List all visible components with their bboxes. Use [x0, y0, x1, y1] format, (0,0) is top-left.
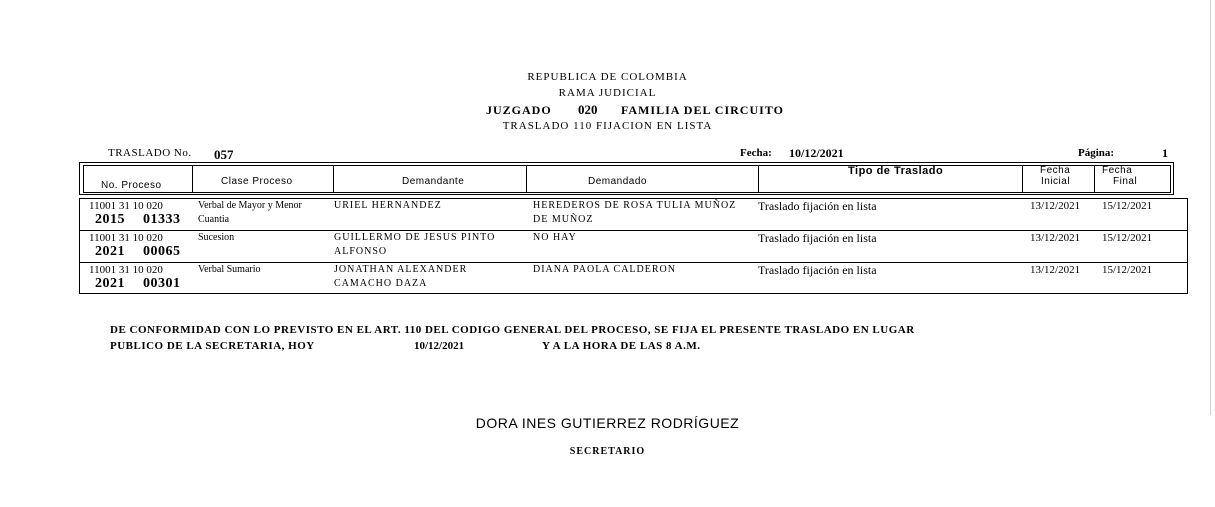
pagina-value: 1 [1162, 146, 1168, 160]
footer-statement-line1: DE CONFORMIDAD CON LO PREVISTO EN EL ART. 110 DEL CODIGO GENERAL DEL PROCESO, SE FIJA EL PRESENTE TRASLADO EN LUGAR [110, 324, 915, 336]
header-juzgado-label: JUZGADO [486, 103, 552, 117]
cell-demandante-line2: CAMACHO DAZA [334, 278, 428, 289]
cell-demandado-line1: NO HAY [533, 232, 577, 243]
cell-demandante-line2: ALFONSO [334, 246, 388, 257]
cell-demandante-line1: URIEL HERNANDEZ [334, 200, 442, 211]
column-header-fecha-inicial-1: Fecha [1040, 165, 1071, 176]
traslado-number-value: 057 [214, 147, 234, 162]
footer-statement-date: 10/12/2021 [414, 340, 465, 352]
cell-radicado: 11001 31 10 020 [89, 200, 163, 212]
column-header-fecha-inicial-2: Inicial [1041, 176, 1071, 187]
cell-fecha-inicial: 13/12/2021 [1030, 232, 1081, 244]
column-header-demandante: Demandante [402, 176, 465, 187]
column-header-fecha-final-2: Final [1113, 176, 1138, 187]
cell-clase-line2: Cuantia [198, 214, 230, 225]
cell-year: 2015 [95, 212, 125, 227]
cell-fecha-final: 15/12/2021 [1102, 232, 1153, 244]
cell-radicado: 11001 31 10 020 [89, 264, 163, 276]
header-line-country: REPUBLICA DE COLOMBIA [527, 71, 688, 83]
signer-role: SECRETARIO [569, 446, 646, 457]
column-header-no-proceso: No. Proceso [101, 180, 162, 191]
cell-tipo: Traslado fijación en lista [758, 199, 877, 213]
cell-year: 2021 [95, 244, 125, 259]
cell-demandante-line1: GUILLERMO DE JESUS PINTO [334, 232, 496, 243]
traslado-number-label: TRASLADO No. [108, 147, 192, 159]
signer-name: DORA INES GUTIERREZ RODRÍGUEZ [475, 415, 740, 431]
table-row [79, 230, 1188, 263]
fecha-label: Fecha: [740, 147, 772, 159]
cell-clase-line1: Verbal de Mayor y Menor [198, 200, 302, 211]
fecha-value: 10/12/2021 [789, 146, 844, 160]
footer-statement-hour: Y A LA HORA DE LAS 8 A.M. [542, 340, 701, 352]
page-edge-line [1210, 0, 1211, 415]
cell-demandado-line1: DIANA PAOLA CALDERON [533, 264, 676, 275]
cell-radicado: 11001 31 10 020 [89, 232, 163, 244]
cell-tipo: Traslado fijación en lista [758, 231, 877, 245]
cell-fecha-inicial: 13/12/2021 [1030, 264, 1081, 276]
cell-number: 01333 [143, 212, 181, 227]
column-header-fecha-final-1: Fecha [1102, 165, 1133, 176]
header-line-traslado: TRASLADO 110 FIJACION EN LISTA [502, 120, 713, 132]
column-header-demandado: Demandado [588, 176, 647, 187]
cell-tipo: Traslado fijación en lista [758, 263, 877, 277]
header-juzgado-name: FAMILIA DEL CIRCUITO [621, 103, 784, 117]
cell-demandado-line2: DE MUÑOZ [533, 214, 594, 225]
column-header-tipo: Tipo de Traslado [848, 165, 944, 177]
cell-clase-line1: Verbal Sumario [198, 264, 261, 275]
column-header-clase: Clase Proceso [221, 176, 293, 187]
footer-statement-line2: PUBLICO DE LA SECRETARIA, HOY [110, 340, 315, 352]
header-juzgado-number: 020 [578, 102, 598, 117]
header-line-branch: RAMA JUDICIAL [558, 87, 657, 99]
cell-fecha-final: 15/12/2021 [1102, 200, 1153, 212]
cell-fecha-inicial: 13/12/2021 [1030, 200, 1081, 212]
cell-number: 00301 [143, 276, 181, 291]
pagina-label: Página: [1078, 147, 1115, 159]
cell-year: 2021 [95, 276, 125, 291]
cell-fecha-final: 15/12/2021 [1102, 264, 1153, 276]
cell-clase-line1: Sucesion [198, 232, 235, 243]
cell-number: 00065 [143, 244, 181, 259]
cell-demandante-line1: JONATHAN ALEXANDER [334, 264, 468, 275]
cell-demandado-line1: HEREDEROS DE ROSA TULIA MUÑOZ [533, 200, 737, 211]
